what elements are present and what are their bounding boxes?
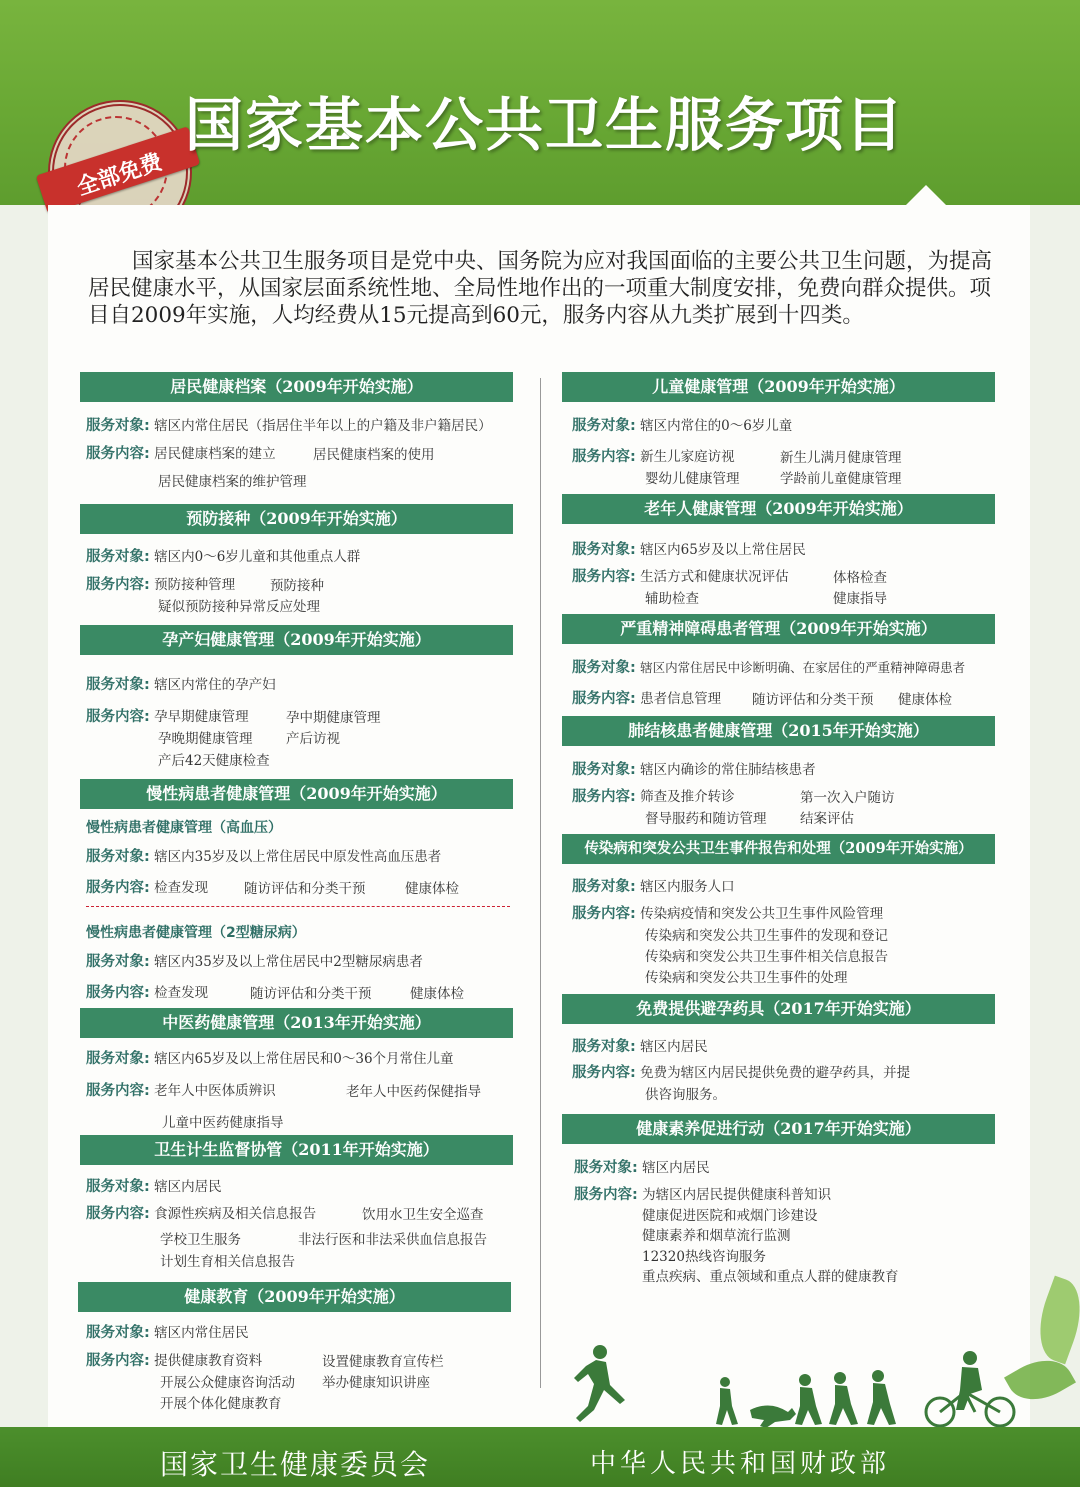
label-target: 服务对象: [572, 762, 636, 778]
content-item: 供咨询服务。 [645, 1087, 726, 1103]
label-target: 服务对象: [86, 549, 150, 565]
label-content: 服务内容: [572, 569, 636, 585]
content-item: 学龄前儿童健康管理 [780, 471, 902, 487]
running-people-illustration [570, 1340, 1040, 1430]
content-item: 计划生育相关信息报告 [160, 1254, 295, 1270]
content-item: 饮用水卫生安全巡查 [362, 1207, 484, 1223]
label-content: 服务内容: [86, 1353, 150, 1369]
row-target [86, 950, 423, 971]
label-content: 服务内容: [86, 446, 150, 462]
row-content [572, 902, 883, 923]
label-content: 服务内容: [572, 789, 636, 805]
subsection-diabetes: 慢性病患者健康管理（2型糖尿病） [86, 925, 306, 941]
content-item: 食源性疾病及相关信息报告 [154, 1206, 317, 1222]
content-item: 产后访视 [286, 731, 340, 747]
label-target: 服务对象: [574, 1160, 638, 1176]
section-header-vaccination: 预防接种（2009年开始实施） [80, 504, 513, 534]
label-content: 服务内容: [572, 1065, 636, 1081]
content-item: 传染病和突发公共卫生事件的发现和登记 [645, 928, 888, 944]
subsection-hypertension: 慢性病患者健康管理（高血压） [86, 820, 282, 836]
content-item: 辅助检查 [645, 591, 699, 607]
section-header-tcm: 中医药健康管理（2013年开始实施） [80, 1008, 513, 1038]
label-target: 服务对象: [86, 418, 150, 434]
target-text: 辖区内常住的孕产妇 [154, 677, 276, 693]
footer-org-right: 中华人民共和国财政部 [590, 1449, 891, 1479]
content-item: 督导服药和随访管理 [645, 811, 767, 827]
target-text: 辖区内65岁及以上常住居民和0～36个月常住儿童 [154, 1051, 454, 1067]
content-item: 结案评估 [800, 811, 854, 827]
section-header-tuberculosis: 肺结核患者健康管理（2015年开始实施） [562, 716, 995, 746]
section-header-child-health: 儿童健康管理（2009年开始实施） [562, 372, 995, 402]
content-item: 检查发现 [154, 985, 209, 1001]
row-content [574, 1183, 831, 1204]
intro-paragraph: 国家基本公共卫生服务项目是党中央、国务院为应对我国面临的主要公共卫生问题，为提高居民健康水平，从国家层面系统性地、全局性地作出的一项重大制度安排，免费向群众提供。项目自2009年实施，人均经费从15元提高到60元，服务内容从九类扩展到十四类。 [88, 249, 993, 328]
target-text: 辖区内常住的0～6岁儿童 [640, 418, 793, 434]
row-content [572, 445, 735, 466]
row-target [572, 538, 806, 559]
panel-notch [904, 185, 948, 207]
row-target [574, 1156, 710, 1177]
label-target: 服务对象: [86, 1325, 150, 1341]
content-item: 传染病和突发公共卫生事件相关信息报告 [645, 949, 888, 965]
label-content: 服务内容: [86, 1083, 150, 1099]
section-header-health-education: 健康教育（2009年开始实施） [78, 1282, 511, 1312]
target-text: 辖区内居民 [154, 1179, 222, 1195]
content-item: 疑似预防接种异常反应处理 [158, 599, 320, 615]
row-content [572, 687, 721, 708]
target-text: 辖区内0～6岁儿童和其他重点人群 [154, 549, 361, 565]
section-header-maternal: 孕产妇健康管理（2009年开始实施） [80, 625, 513, 655]
row-target [86, 414, 492, 435]
content-item: 重点疾病、重点领域和重点人群的健康教育 [642, 1269, 899, 1285]
row-content [86, 705, 249, 726]
content-item: 新生儿满月健康管理 [780, 450, 902, 466]
row-target [86, 1047, 454, 1068]
target-text: 辖区内35岁及以上常住居民中2型糖尿病患者 [154, 954, 423, 970]
row-content [572, 1061, 910, 1082]
content-item: 设置健康教育宣传栏 [322, 1354, 444, 1370]
dashed-divider [86, 906, 510, 907]
content-item: 健康促进医院和戒烟门诊建设 [642, 1208, 818, 1224]
label-content: 服务内容: [572, 449, 636, 465]
content-item: 儿童中医药健康指导 [162, 1115, 284, 1131]
content-item: 产后42天健康检查 [158, 753, 270, 769]
content-item: 学校卫生服务 [160, 1232, 241, 1248]
row-target [86, 1321, 249, 1342]
label-content: 服务内容: [574, 1187, 638, 1203]
target-text: 辖区内服务人口 [640, 879, 735, 895]
row-content [572, 565, 789, 586]
content-item: 筛查及推介转诊 [640, 789, 735, 805]
row-content [86, 981, 208, 1002]
row-target [86, 845, 441, 866]
label-target: 服务对象: [86, 677, 150, 693]
row-target [572, 875, 735, 896]
label-target: 服务对象: [572, 1039, 636, 1055]
target-text: 辖区内居民 [642, 1160, 710, 1176]
content-item: 预防接种 [270, 578, 324, 594]
target-text: 辖区内确诊的常住肺结核患者 [640, 762, 816, 778]
content-item: 老年人中医体质辨识 [154, 1083, 276, 1099]
label-target: 服务对象: [86, 1051, 150, 1067]
content-item: 孕晚期健康管理 [158, 731, 253, 747]
label-target: 服务对象: [572, 660, 636, 676]
stamp-text: 全部免费 [73, 149, 166, 201]
content-item: 为辖区内居民提供健康科普知识 [642, 1187, 832, 1203]
row-target [86, 1175, 222, 1196]
section-header-health-literacy: 健康素养促进行动（2017年开始实施） [562, 1114, 995, 1144]
label-target: 服务对象: [572, 542, 636, 558]
content-item: 免费为辖区内居民提供免费的避孕药具，并提 [640, 1065, 911, 1081]
label-target: 服务对象: [86, 1179, 150, 1195]
content-item: 检查发现 [154, 880, 209, 896]
row-target [572, 758, 816, 779]
section-header-health-records: 居民健康档案（2009年开始实施） [80, 372, 513, 402]
content-item: 非法行医和非法采供血信息报告 [298, 1232, 487, 1248]
section-header-supervision: 卫生计生监督协管（2011年开始实施） [80, 1135, 513, 1165]
content-item: 提供健康教育资料 [154, 1353, 263, 1369]
row-target [572, 414, 792, 435]
content-item: 孕中期健康管理 [286, 710, 381, 726]
content-item: 传染病和突发公共卫生事件的处理 [645, 970, 848, 986]
content-item: 健康体检 [898, 692, 952, 708]
row-content [86, 1349, 262, 1370]
row-content [86, 1202, 316, 1223]
content-item: 健康体检 [410, 986, 464, 1002]
label-content: 服务内容: [572, 691, 636, 707]
content-item: 居民健康档案的维护管理 [158, 474, 307, 490]
content-item: 居民健康档案的使用 [313, 447, 435, 463]
label-target: 服务对象: [86, 954, 150, 970]
content-item: 体格检查 [833, 570, 887, 586]
row-target [86, 673, 276, 694]
row-target [86, 545, 360, 566]
label-target: 服务对象: [572, 418, 636, 434]
section-header-chronic: 慢性病患者健康管理（2009年开始实施） [80, 779, 513, 809]
row-content [86, 442, 276, 463]
row-target [572, 656, 965, 677]
label-content: 服务内容: [572, 906, 636, 922]
target-text: 辖区内常住居民（指居住半年以上的户籍及非户籍居民） [154, 418, 492, 434]
content-item: 生活方式和健康状况评估 [640, 569, 789, 585]
content-item: 老年人中医药保健指导 [346, 1084, 481, 1100]
target-text: 辖区内常住居民中诊断明确、在家居住的严重精神障碍患者 [640, 660, 966, 675]
content-item: 开展个体化健康教育 [160, 1396, 282, 1412]
label-content: 服务内容: [86, 985, 150, 1001]
content-item: 举办健康知识讲座 [322, 1375, 430, 1391]
section-header-contraceptives: 免费提供避孕药具（2017年开始实施） [562, 994, 995, 1024]
content-item: 12320热线咨询服务 [642, 1249, 766, 1265]
footer-org-left: 国家卫生健康委员会 [160, 1448, 431, 1481]
target-text: 辖区内居民 [640, 1039, 708, 1055]
page-title: 国家基本公共卫生服务项目 [185, 91, 906, 159]
content-item: 健康体检 [405, 881, 459, 897]
content-item: 第一次入户随访 [800, 790, 895, 806]
label-content: 服务内容: [86, 1206, 150, 1222]
content-item: 居民健康档案的建立 [154, 446, 276, 462]
row-target [572, 1035, 708, 1056]
section-header-elderly: 老年人健康管理（2009年开始实施） [562, 494, 995, 524]
content-item: 传染病疫情和突发公共卫生事件风险管理 [640, 906, 884, 922]
content-item: 健康素养和烟草流行监测 [642, 1228, 791, 1244]
content-item: 婴幼儿健康管理 [645, 471, 740, 487]
content-item: 随访评估和分类干预 [244, 881, 366, 897]
label-target: 服务对象: [86, 849, 150, 865]
content-item: 孕早期健康管理 [154, 709, 249, 725]
column-divider [540, 378, 541, 1388]
row-content [86, 1079, 276, 1100]
content-item: 开展公众健康咨询活动 [160, 1375, 295, 1391]
content-item: 新生儿家庭访视 [640, 449, 735, 465]
label-content: 服务内容: [86, 577, 150, 593]
content-item: 健康指导 [833, 591, 887, 607]
row-content [86, 876, 208, 897]
label-target: 服务对象: [572, 879, 636, 895]
label-content: 服务内容: [86, 709, 150, 725]
content-item: 预防接种管理 [154, 577, 236, 593]
target-text: 辖区内常住居民 [154, 1325, 249, 1341]
row-content [572, 785, 735, 806]
row-content [86, 573, 235, 594]
section-header-infectious: 传染病和突发公共卫生事件报告和处理（2009年开始实施） [562, 834, 995, 864]
section-header-mental: 严重精神障碍患者管理（2009年开始实施） [562, 614, 995, 644]
content-item: 患者信息管理 [640, 691, 722, 707]
content-item: 随访评估和分类干预 [250, 986, 372, 1002]
content-item: 随访评估和分类干预 [752, 692, 874, 708]
target-text: 辖区内65岁及以上常住居民 [640, 542, 806, 558]
target-text: 辖区内35岁及以上常住居民中原发性高血压患者 [154, 849, 442, 865]
label-content: 服务内容: [86, 880, 150, 896]
